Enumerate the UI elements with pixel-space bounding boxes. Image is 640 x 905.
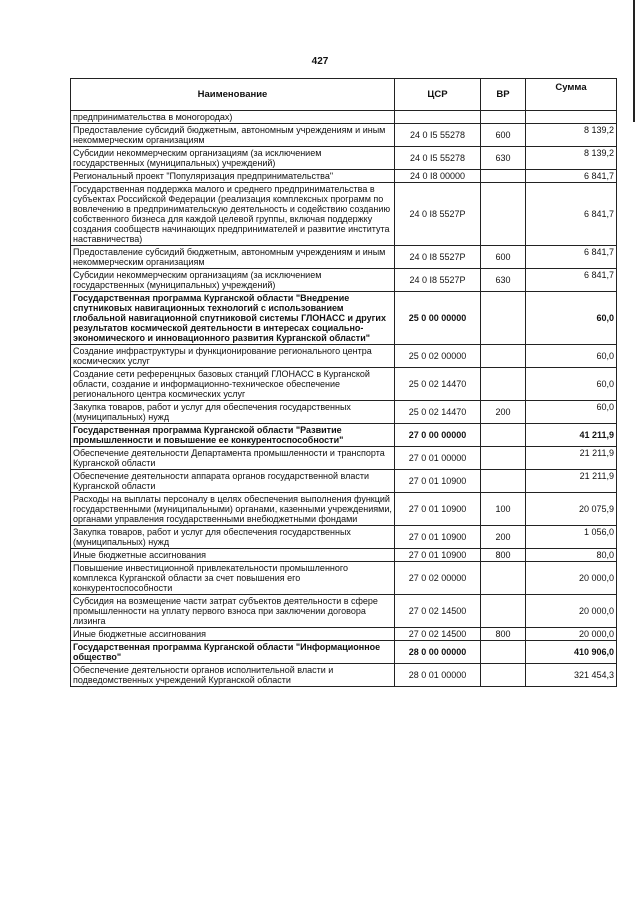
name-cell: Иные бюджетные ассигнования	[71, 628, 395, 641]
name-cell: Государственная поддержка малого и среднего предпринимательства в субъектах Российской Федерации (реализация комплексных программ по вовлечению в предпринимательскую деятельность и содействию созданию собственного бизнеса для каждой целевой группы, включая поддержку создания сообществ начинающих предпринимателей и развитие института наставничества)	[71, 183, 395, 246]
name-cell: Субсидия на возмещение части затрат субъектов деятельности в сфере промышленности на уплату первого взноса при заключении договора лизинга	[71, 595, 395, 628]
table-row	[71, 170, 617, 183]
table-row	[71, 664, 617, 687]
sum-cell: 8 139,2	[526, 147, 617, 170]
name-cell: Создание сети референцных базовых станций ГЛОНАСС в Курганской области, создание и информационно-техническое обеспечение регионального центра космических услуг	[71, 368, 395, 401]
table-header	[71, 79, 617, 111]
name-cell: Обеспечение деятельности Департамента промышленности и транспорта Курганской области	[71, 447, 395, 470]
sum-cell: 21 211,9	[526, 447, 617, 470]
table-row	[71, 641, 617, 664]
sum-cell: 1 056,0	[526, 526, 617, 549]
csr-cell: 27 0 01 10900	[395, 470, 481, 493]
sum-cell: 20 000,0	[526, 562, 617, 595]
sum-cell: 20 000,0	[526, 595, 617, 628]
csr-cell: 27 0 01 10900	[395, 526, 481, 549]
name-cell: Расходы на выплаты персоналу в целях обеспечения выполнения функций государственными (муниципальными) органами, казенными учреждениями, органами управления государственными внебюджетными фондами	[71, 493, 395, 526]
table-row	[71, 549, 617, 562]
sum-cell: 21 211,9	[526, 470, 617, 493]
vr-cell: 630	[481, 147, 526, 170]
name-cell: Государственная программа Курганской области "Внедрение спутниковых навигационных технологий с использованием глобальной навигационной спутниковой системы ГЛОНАСС и других результатов космической деятельности в интересах социально-экономического и инновационного развития Курганской области"	[71, 292, 395, 345]
vr-cell: 600	[481, 124, 526, 147]
table-row	[71, 447, 617, 470]
vr-cell: 100	[481, 493, 526, 526]
vr-cell	[481, 345, 526, 368]
csr-cell: 24 0 I8 5527P	[395, 246, 481, 269]
name-cell: Повышение инвестиционной привлекательности промышленного комплекса Курганской области за счет повышения его конкурентоспособности	[71, 562, 395, 595]
table-row	[71, 368, 617, 401]
vr-cell	[481, 183, 526, 246]
vr-cell: 600	[481, 246, 526, 269]
sum-cell: 321 454,3	[526, 664, 617, 687]
table-row	[71, 628, 617, 641]
csr-cell: 28 0 00 00000	[395, 641, 481, 664]
sum-cell: 41 211,9	[526, 424, 617, 447]
vr-cell	[481, 368, 526, 401]
table-row	[71, 183, 617, 246]
header-name: Наименование	[71, 79, 395, 111]
name-cell: Государственная программа Курганской области "Информационное общество"	[71, 641, 395, 664]
vr-cell	[481, 595, 526, 628]
table-row	[71, 526, 617, 549]
csr-cell: 27 0 01 00000	[395, 447, 481, 470]
name-cell: предпринимательства в моногородах)	[71, 111, 395, 124]
table-body	[71, 111, 617, 687]
vr-cell	[481, 111, 526, 124]
csr-cell: 25 0 02 14470	[395, 368, 481, 401]
table-row	[71, 246, 617, 269]
table-row	[71, 470, 617, 493]
csr-cell: 25 0 02 00000	[395, 345, 481, 368]
name-cell: Государственная программа Курганской области "Развитие промышленности и повышение ее конкурентоспособности"	[71, 424, 395, 447]
name-cell: Субсидии некоммерческим организациям (за исключением государственных (муниципальных) учреждений)	[71, 269, 395, 292]
table-row	[71, 595, 617, 628]
vr-cell	[481, 170, 526, 183]
csr-cell: 24 0 I8 00000	[395, 170, 481, 183]
sum-cell: 6 841,7	[526, 183, 617, 246]
table-row	[71, 562, 617, 595]
name-cell: Закупка товаров, работ и услуг для обеспечения государственных (муниципальных) нужд	[71, 401, 395, 424]
csr-cell: 24 0 I5 55278	[395, 124, 481, 147]
csr-cell: 28 0 01 00000	[395, 664, 481, 687]
vr-cell	[481, 292, 526, 345]
name-cell: Предоставление субсидий бюджетным, автономным учреждениям и иным некоммерческим организациям	[71, 246, 395, 269]
name-cell: Обеспечение деятельности аппарата органов государственной власти Курганской области	[71, 470, 395, 493]
sum-cell: 60,0	[526, 401, 617, 424]
table-row	[71, 111, 617, 124]
sum-cell: 6 841,7	[526, 170, 617, 183]
sum-cell: 410 906,0	[526, 641, 617, 664]
budget-table	[70, 78, 617, 687]
page-number: 427	[311, 56, 329, 67]
vr-cell: 200	[481, 526, 526, 549]
vr-cell: 800	[481, 549, 526, 562]
csr-cell: 24 0 I8 5527P	[395, 269, 481, 292]
scan-edge-line	[633, 0, 635, 122]
name-cell: Субсидии некоммерческим организациям (за исключением государственных (муниципальных) учреждений)	[71, 147, 395, 170]
table-row	[71, 147, 617, 170]
header-vr: ВР	[481, 79, 526, 111]
name-cell: Обеспечение деятельности органов исполнительной власти и подведомственных учреждений Курганской области	[71, 664, 395, 687]
sum-cell	[526, 111, 617, 124]
vr-cell	[481, 470, 526, 493]
sum-cell: 20 075,9	[526, 493, 617, 526]
sum-cell: 20 000,0	[526, 628, 617, 641]
table-row	[71, 493, 617, 526]
sum-cell: 6 841,7	[526, 269, 617, 292]
vr-cell	[481, 664, 526, 687]
header-csr: ЦСР	[395, 79, 481, 111]
csr-cell: 24 0 I5 55278	[395, 147, 481, 170]
csr-cell: 27 0 01 10900	[395, 493, 481, 526]
name-cell: Иные бюджетные ассигнования	[71, 549, 395, 562]
csr-cell	[395, 111, 481, 124]
sum-cell: 6 841,7	[526, 246, 617, 269]
csr-cell: 25 0 00 00000	[395, 292, 481, 345]
csr-cell: 27 0 02 14500	[395, 628, 481, 641]
name-cell: Предоставление субсидий бюджетным, автономным учреждениям и иным некоммерческим организациям	[71, 124, 395, 147]
name-cell: Закупка товаров, работ и услуг для обеспечения государственных (муниципальных) нужд	[71, 526, 395, 549]
table-row	[71, 269, 617, 292]
table-row	[71, 424, 617, 447]
table-row	[71, 345, 617, 368]
table-row	[71, 292, 617, 345]
table-row	[71, 401, 617, 424]
csr-cell: 25 0 02 14470	[395, 401, 481, 424]
csr-cell: 27 0 00 00000	[395, 424, 481, 447]
vr-cell: 800	[481, 628, 526, 641]
sum-cell: 80,0	[526, 549, 617, 562]
csr-cell: 27 0 02 00000	[395, 562, 481, 595]
name-cell: Создание инфраструктуры и функционирование регионального центра космических услуг	[71, 345, 395, 368]
vr-cell: 630	[481, 269, 526, 292]
sum-cell: 60,0	[526, 368, 617, 401]
vr-cell	[481, 641, 526, 664]
csr-cell: 24 0 I8 5527P	[395, 183, 481, 246]
csr-cell: 27 0 01 10900	[395, 549, 481, 562]
vr-cell	[481, 424, 526, 447]
csr-cell: 27 0 02 14500	[395, 595, 481, 628]
header-sum: Сумма	[526, 79, 617, 111]
sum-cell: 60,0	[526, 345, 617, 368]
table-row	[71, 124, 617, 147]
vr-cell	[481, 447, 526, 470]
name-cell: Региональный проект "Популяризация предпринимательства"	[71, 170, 395, 183]
vr-cell: 200	[481, 401, 526, 424]
vr-cell	[481, 562, 526, 595]
sum-cell: 60,0	[526, 292, 617, 345]
sum-cell: 8 139,2	[526, 124, 617, 147]
